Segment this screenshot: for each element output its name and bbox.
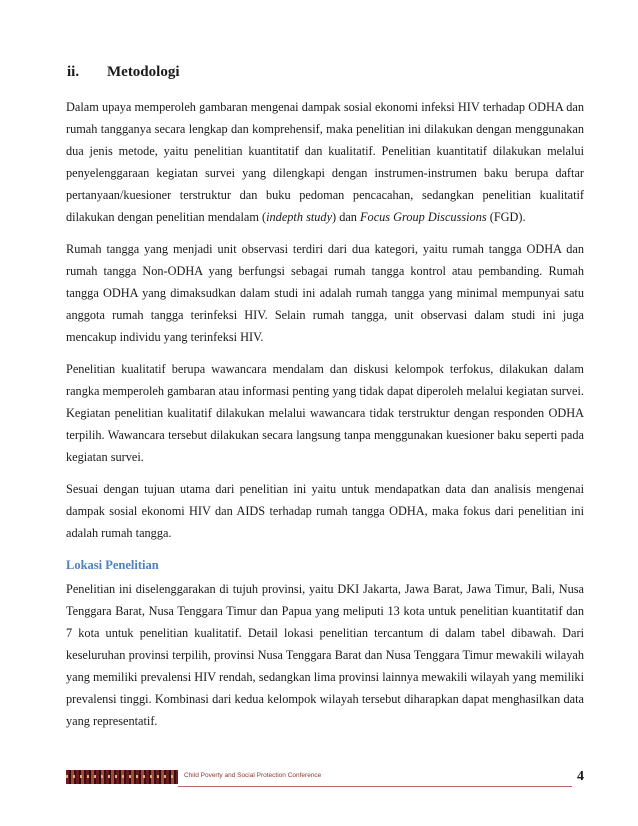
paragraph-text: (FGD). bbox=[486, 210, 526, 224]
italic-term: indepth study bbox=[266, 210, 333, 224]
paragraph-focus: Sesuai dengan tujuan utama dari penelitian ini yaitu untuk mendapatkan data dan analisis mengenai dampak sosial ekonomi HIV dan AIDS terhadap rumah tangga ODHA, maka fokus dari penelitian ini adalah rumah tangga. bbox=[66, 482, 584, 540]
section-heading bbox=[67, 64, 180, 81]
page-number: 4 bbox=[577, 769, 584, 784]
paragraph-qualitative: Penelitian kualitatif berupa wawancara mendalam dan diskusi kelompok terfokus, dilakukan dalam rangka memperoleh gambaran atau informasi penting yang tidak dapat diperoleh melalui kegiatan survei. Kegiatan penelitian kualitatif dilakukan melalui wawancara tidak terstruktur dengan responden ODHA terpilih. Wawancara tersebut dilakukan secara langsung tanpa menggunakan kuesioner baku seperti pada kegiatan survei. bbox=[66, 362, 584, 464]
paragraph-location: Penelitian ini diselenggarakan di tujuh provinsi, yaitu DKI Jakarta, Jawa Barat, Jawa Timur, Bali, Nusa Tenggara Barat, Nusa Tenggara Timur dan Papua yang meliputi 13 kota untuk penelitian kuantitatif dan 7 kota untuk penelitian kualitatif. Detail lokasi penelitian tercantum di dalam tabel dibawah. Dari keseluruhan provinsi terpilih, provinsi Nusa Tenggara Barat dan Nusa Tenggara Timur mewakili wilayah yang memiliki prevalensi HIV rendah, sedangkan lima provinsi lainnya mewakili wilayah yang memiliki prevalensi tinggi. Kombinasi dari kedua kelompok wilayah tersebut diharapkan dapat menghasilkan data yang representatif. bbox=[66, 582, 584, 728]
page-footer bbox=[66, 766, 584, 790]
paragraph-text: Dalam upaya memperoleh gambaran mengenai dampak sosial ekonomi infeksi HIV terhadap ODHA dan rumah tangganya secara lengkap dan komprehensif, maka penelitian ini dilakukan dengan menggunakan dua jenis metode, yaitu penelitian kuantitatif dan kualitatif. Penelitian kuantitatif dilakukan melalui penyelenggaraan kegiatan survei yang dilengkapi dengan instrumen-instrumen baku berupa daftar pertanyaan/kuesioner terstruktur dan buku pedoman pencacahan, sedangkan penelitian kualitatif dilakukan dengan penelitian mendalam ( bbox=[66, 100, 584, 224]
section-number: ii. bbox=[67, 64, 80, 80]
paragraph-households: Rumah tangga yang menjadi unit observasi terdiri dari dua kategori, yaitu rumah tangga ODHA dan rumah tangga Non-ODHA yang berfungsi sebagai rumah tangga kontrol atau pembanding. Rumah tangga ODHA yang dimaksudkan dalam studi ini adalah rumah tangga yang minimal mempunyai satu anggota rumah tangga terinfeksi HIV. Selain rumah tangga, unit observasi dalam studi ini juga mencakup individu yang terinfeksi HIV. bbox=[66, 242, 584, 344]
decorative-band bbox=[66, 770, 178, 784]
body-content bbox=[66, 96, 584, 742]
footer-text: Child Poverty and Social Protection Conference bbox=[184, 772, 322, 779]
section-title: Metodologi bbox=[107, 64, 180, 80]
paragraph-text: ) dan bbox=[332, 210, 361, 224]
paragraph-methods bbox=[66, 96, 584, 228]
subheading-location: Lokasi Penelitian bbox=[66, 558, 159, 572]
italic-term: Focus Group Discussions bbox=[360, 210, 487, 224]
footer-divider bbox=[178, 786, 572, 787]
